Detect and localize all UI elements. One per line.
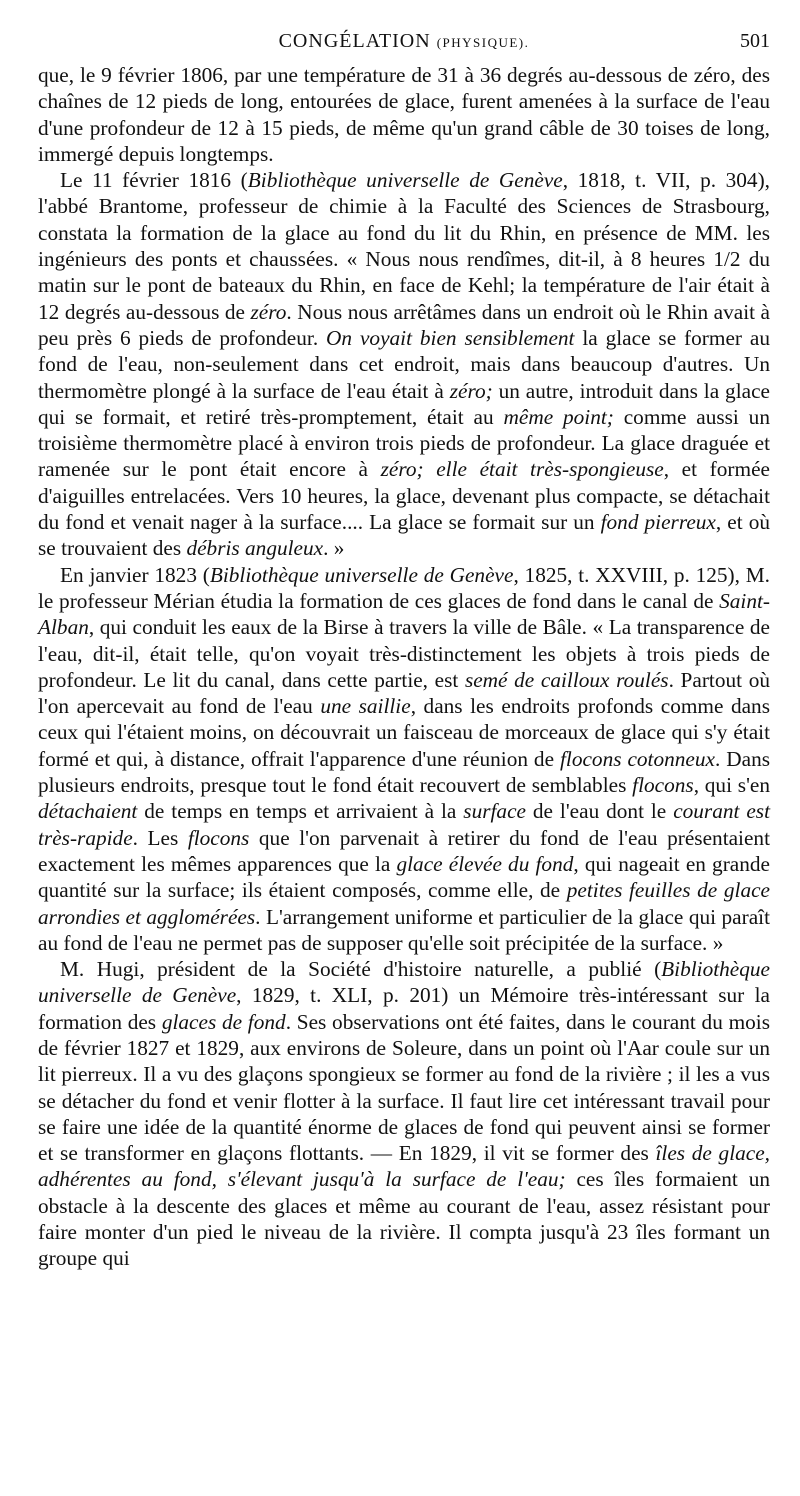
text-segment: , 1829, t. XLI, p. 201) un Mémoire très-intéressant sur la formation des (38, 983, 770, 1034)
paragraph-2 (38, 167, 770, 561)
text-segment: , qui conduit les eaux de la Birse à travers la ville de Bâle. « La transparence de l'eau, dit-il, était telle, qu'on voyait très-distinctement les objets à trois pieds de profondeur. Le lit du canal, dans cette partie, est (38, 615, 770, 692)
text-segment: que, le 9 février 1806, par une température de 31 à 36 degrés au-dessous de zéro, des chaînes de 12 pieds de long, entourées de glace, furent amenées à la surface de l'eau d'une profondeur de 12 à 15 pieds, de même qu'un grand câble de 30 toises de long, immergé depuis longtemps. (38, 63, 770, 166)
text-segment: , et où se trouvaient des (38, 510, 771, 561)
paragraph-4 (38, 956, 770, 1272)
italic-text-segment: Bibliothèque universelle de Genève (247, 168, 563, 193)
text-segment: , et formée d'aiguilles entrelacées. Vers 10 heures, la glace, devenant plus compacte, se détachait du fond et venait nager à la surface.... La glace se formait sur un (38, 457, 770, 535)
page-number: 501 (740, 30, 770, 52)
italic-text-segment: zéro; (449, 378, 493, 403)
italic-text-segment: flocons cotonneux (559, 746, 715, 771)
italic-text-segment: flocons (632, 773, 694, 798)
italic-text-segment: courant est très-rapide (38, 799, 771, 850)
italic-text-segment: surface (463, 799, 526, 824)
italic-text-segment: débris anguleux (186, 536, 324, 561)
text-segment: la glace se former au fond de l'eau, non-seulement dans cet endroit, mais dans beaucoup d'autres. Un thermomètre plongé à la surface de l'eau était à (38, 325, 770, 403)
text-segment: En janvier 1823 ( (60, 562, 210, 587)
text-segment: un autre, introduit dans la glace qui se formait, et retiré très-promptement, était au (38, 378, 770, 429)
text-segment: que l'on parvenait à retirer du fond de l'eau présentaient exactement les mêmes apparences que la (38, 825, 770, 876)
text-segment: . L'arrangement uniforme et particulier de la glace qui paraît au fond de l'eau ne permet pas de supposer qu'elle soit précipitée de la surface. » (38, 904, 770, 955)
body-text (38, 62, 770, 1272)
text-segment: , qui nageait en grande quantité sur la surface; ils étaient composés, comme elle, de (38, 851, 771, 903)
italic-text-segment: fond pierreux (600, 510, 716, 535)
italic-text-segment: On voyait bien sensiblement (326, 325, 575, 350)
text-segment: comme aussi un troisième thermomètre placé à environ trois pieds de profondeur. La glace draguée et ramenée sur le pont était encore à (38, 404, 770, 482)
text-segment: de temps en temps et arrivaient à la (137, 799, 464, 824)
italic-text-segment: zéro; elle était très-spongieuse (380, 457, 664, 482)
text-segment: . Dans plusieurs endroits, presque tout le fond était recouvert de semblables (38, 746, 771, 798)
text-segment: ces îles formaient un obstacle à la descente des glaces et même au courant de l'eau, assez résistant pour faire monter d'un pied le niveau de la rivière. Il compta jusqu'à 23 îles formant un groupe qui (38, 1167, 770, 1271)
italic-text-segment: une saillie (320, 694, 411, 719)
italic-text-segment: Bibliothèque universelle de Genève (209, 562, 514, 587)
running-title-main: CONGÉLATION (278, 30, 431, 52)
text-segment: , dans les endroits profonds comme dans ceux qui l'étaient moins, on découvrait un faisceau de morceaux de glace qui s'y était formé et qui, à distance, offrait l'apparence d'une réunion de (38, 694, 770, 771)
italic-text-segment: détachaient (38, 799, 138, 824)
text-segment: , qui s'en (693, 773, 771, 798)
paragraph-1 (38, 62, 770, 167)
text-segment: de l'eau dont le (525, 799, 674, 824)
text-segment: . Nous nous arrêtâmes dans un endroit où le Rhin avait à peu près 6 pieds de profondeur. (38, 299, 770, 350)
running-title-subtitle: (PHYSIQUE). (436, 35, 530, 50)
page-header (38, 30, 770, 58)
italic-text-segment: îles de glace, adhérentes au fond, s'élevant jusqu'à la surface de l'eau; (38, 1141, 770, 1192)
text-segment: M. Hugi, président de la Société d'histoire naturelle, a publié ( (60, 957, 662, 982)
italic-text-segment: Bibliothèque universelle de Genève (38, 957, 770, 1008)
italic-text-segment: zéro (250, 299, 287, 324)
running-title (38, 30, 770, 53)
text-segment: . » (323, 536, 345, 561)
paragraph-3 (38, 562, 770, 956)
italic-text-segment: flocons (187, 825, 250, 850)
italic-text-segment: glace élevée du fond (396, 851, 574, 876)
text-segment: , 1825, t. XXVIII, p. 125), M. le professeur Mérian étudia la formation de ces glaces de fond dans le canal de (38, 562, 771, 613)
italic-text-segment: semé de cailloux roulés (464, 667, 669, 692)
text-segment: , 1818, t. VII, p. 304), l'abbé Brantome, professeur de chimie à la Faculté des Sciences de Strasbourg, constata la formation de la glace au fond du lit du Rhin, en présence de MM. les ingénieurs des ponts et chaussées. « Nous nous rendîmes, dit-il, à 8 heures 1/2 du matin sur le pont de bateaux du Rhin, en face de Kehl; la température de l'air était à 12 degrés au-dessous de (38, 168, 770, 324)
italic-text-segment: glaces de fond (161, 1009, 286, 1034)
italic-text-segment: Saint-Alban (38, 588, 770, 640)
text-segment: . Ses observations ont été faites, dans le courant du mois de février 1827 et 1829, aux environs de Soleure, dans un point où l'Aar coule sur un lit pierreux. Il a vu des glaçons spongieux se former au fond de la rivière ; il les a vus se détacher du fond et venir flotter à la surface. Il faut lire cet intéressant travail pour se faire une idée de la quantité énorme de glaces de fond qui peuvent ainsi se former et se transformer en glaçons flottants. — En 1829, il vit se former des (38, 1009, 771, 1166)
italic-text-segment: même point; (503, 404, 614, 429)
italic-text-segment: petites feuilles de glace arrondies et agglomérées (38, 878, 771, 929)
text-segment: . Partout où l'on apercevait au fond de l'eau (38, 667, 770, 719)
text-segment: . Les (132, 825, 188, 850)
text-segment: Le 11 février 1816 ( (60, 168, 248, 193)
